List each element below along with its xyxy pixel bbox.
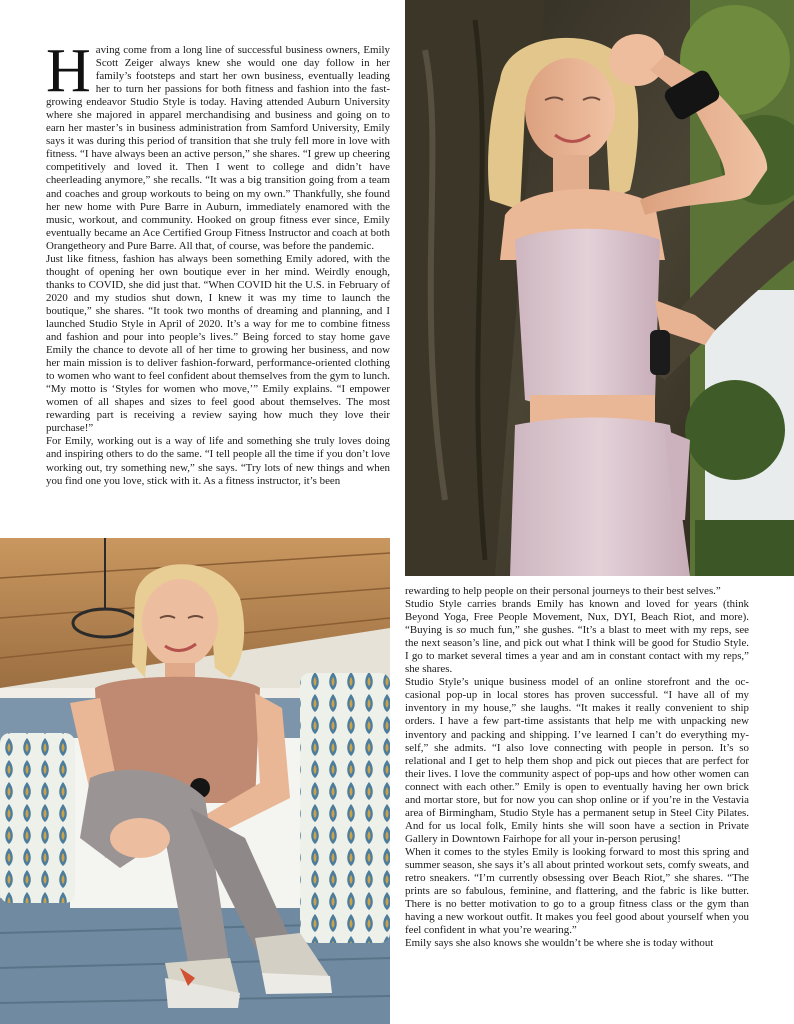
photo-woman-flexing-under-tree (405, 0, 794, 576)
paragraph-fashion: Just like fitness, fashion has always been something Emily adored, with the thought of opening her own boutique ever in her mind. Weirdly enough, thanks to COVID, she did just that. “When COVID hit the U.S. in February of 2020 and my studios shut down, I knew it was my time to launch the boutique,” she shares. “It took two months of dreaming and planning, and I launched Studio Style in April of 2020. It’s a way for me to combine fitness and fashion and pour into people’s lives.” Being forced to stay home gave Emily the chance to devote all of her time to growing her business, and now her main mission is to deliver fashion-forward, performance-oriented clothing to women who want to feel confident about themselves from the gym to lunch. “My motto is ‘Styles for women who move,’” Emily explains. “I empower women of all shapes and sizes to feel good about themselves. The most rewarding part is receiving a review saying how much they love their purchase!” (46, 252, 390, 435)
paragraph-intro: Having come from a long line of successful business owners, Emily Scott Zeiger always knew she would one day follow in her family’s footsteps and start her own business, eventually leading her to turn her passions for both fitness and fashion into the fast-growing endeavor Studio Style is today. Having attended Auburn University where she majored in apparel merchandising and business and going on to earn her master’s in business administration from Samford University, Emily says it was during this period of transition that she truly fell more in love with fitness. “I have always been an active person,” she shares. “I grew up cheering competitively and loved it. Then I went to college and didn’t have cheerleading anymore,” she recalls. “It was a big transition going from a team and coaches and group workouts to being on my own.” Thankfully, she found her new home with Pure Barre in Auburn, immediately enamored with the music, workout, and community. Hooked on group fitness ever since, Emily eventually became an Ace Certified Group Fitness Instructor and coach at both Orangetheory and Pure Barre. All that, of course, was before the pandemic. (46, 44, 390, 252)
emphasis-so: so (456, 624, 467, 637)
paragraph-business-model: Studio Style’s unique business model of an online storefront and the occasional pop-up in local stores has proven successful. “I have all of my inventory in my house,” she laughs. “It makes it really convenient to ship orders. I have a few part-time assistants that help me with unpacking new inventory and packing and shipping. I’ve learned I can’t do everything myself,” she admits. “I also love connecting with people in person. It’s so relational and I get to help them shop and pick out pieces that are perfect for their lives. I love the community aspect of pop-ups and how other women can connect with each other.” Emily is open to eventually having her own brick and mortar store, but for now you can shop online or if you’re in the Vestavia area of Birmingham, Studio Style has a permanent setup in Steel City Pilates. And for us local folk, Emily hints she will soon have a section in Private Gallery in Downtown Fairhope for all your in-person perusing! (405, 676, 749, 845)
article-column-bottom-right (405, 585, 749, 1015)
paragraph-closing: Emily says she also knows she wouldn’t be where she is today without (405, 937, 714, 950)
drop-cap: H (46, 44, 91, 105)
article-column-top-left (46, 44, 390, 528)
paragraph-styles: When it comes to the styles Emily is looking forward to most this spring and summer season, she says it’s all about printed workout sets, comfy sweats, and retro sneakers. “I’m currently obsessing over Beach Riot,” she shares. “The prints are so fabulous, feminine, and flattering, and the fabric is like butter. There is no better motivation to go to a group fitness class or the gym than having a new workout outfit. It makes you feel good about yourself when you feel confident in what you’re wearing.” (405, 845, 749, 937)
paragraph-working-out: For Emily, working out is a way of life and something she truly loves doing and inspiring others to do the same. “I tell people all the time if you don’t love working out, try something new,” she says. “Try lots of new things and when you find one you love, stick with it. As a fitness instructor, it’s been (46, 435, 390, 487)
photo-woman-seated-on-bench (0, 538, 390, 1024)
paragraph-brands: Studio Style carries brands Emily has known and loved for years (think Beyond Yoga, Free People Movement, Nux, DYI, Beach Riot, and more). “Buying is so much fun,” she gushes. “It’s a blast to meet with my reps, see the next season’s line, and pick out what I think will be good for Studio Style. I go to market several times a year and am in constant contact with my reps,” she shares. (405, 598, 749, 676)
paragraph-rewarding: rewarding to help people on their personal journeys to their best selves.” (405, 585, 721, 597)
